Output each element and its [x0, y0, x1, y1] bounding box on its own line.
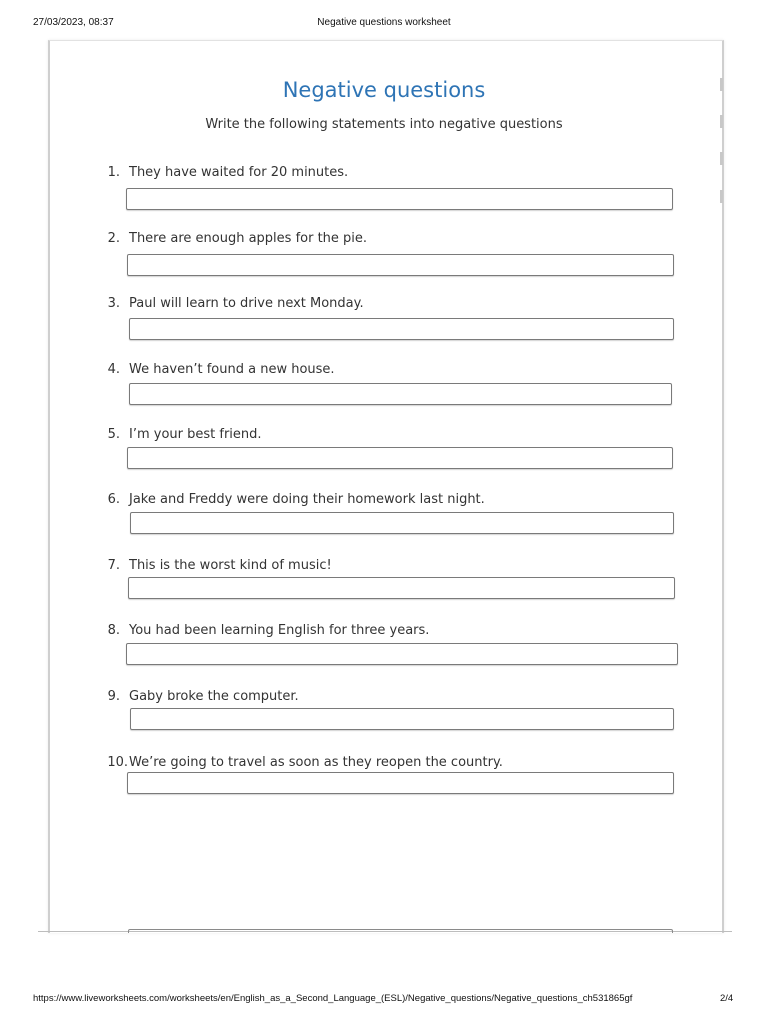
answer-input-7[interactable] [128, 577, 675, 599]
answer-input-10[interactable] [127, 772, 674, 794]
worksheet-instructions: Write the following statements into negative questions [205, 117, 563, 132]
worksheet-title: Negative questions [282, 78, 486, 102]
question-text: This is the worst kind of music! [129, 558, 332, 573]
question-number: 4. [107, 362, 120, 377]
question-text: There are enough apples for the pie. [129, 231, 368, 246]
question-number: 1. [107, 165, 120, 180]
question-text: Jake and Freddy were doing their homework last night. [129, 492, 485, 507]
print-header-doc-title: Negative questions worksheet [317, 17, 451, 28]
page-edge-marks [720, 40, 724, 240]
answer-input-3[interactable] [129, 318, 674, 340]
print-header-datetime: 27/03/2023, 08:37 [33, 17, 114, 28]
question-number: 2. [107, 231, 120, 246]
print-footer-page-number: 2/4 [720, 993, 734, 1004]
question-number: 9. [107, 689, 120, 704]
question-text: You had been learning English for three years. [129, 623, 430, 638]
answer-box-partial [128, 929, 673, 933]
answer-input-5[interactable] [127, 447, 673, 469]
answer-input-2[interactable] [127, 254, 674, 276]
question-text: Gaby broke the computer. [129, 689, 299, 704]
print-footer-url: https://www.liveworksheets.com/worksheets/en/English_as_a_Second_Language_(ESL)/Negative_questions/Negative_questions_ch531865gf [33, 993, 633, 1004]
answer-input-1[interactable] [126, 188, 673, 210]
question-text: I’m your best friend. [129, 427, 262, 442]
answer-input-6[interactable] [130, 512, 674, 534]
answer-input-8[interactable] [126, 643, 678, 665]
answer-input-9[interactable] [130, 708, 674, 730]
question-number: 3. [107, 296, 120, 311]
question-number: 6. [107, 492, 120, 507]
question-number: 10. [107, 755, 128, 770]
question-text: We’re going to travel as soon as they reopen the country. [129, 755, 503, 770]
answer-input-4[interactable] [129, 383, 672, 405]
question-number: 5. [107, 427, 120, 442]
question-number: 8. [107, 623, 120, 638]
question-number: 7. [107, 558, 120, 573]
question-text: They have waited for 20 minutes. [129, 165, 349, 180]
question-text: We haven’t found a new house. [129, 362, 335, 377]
question-text: Paul will learn to drive next Monday. [129, 296, 364, 311]
